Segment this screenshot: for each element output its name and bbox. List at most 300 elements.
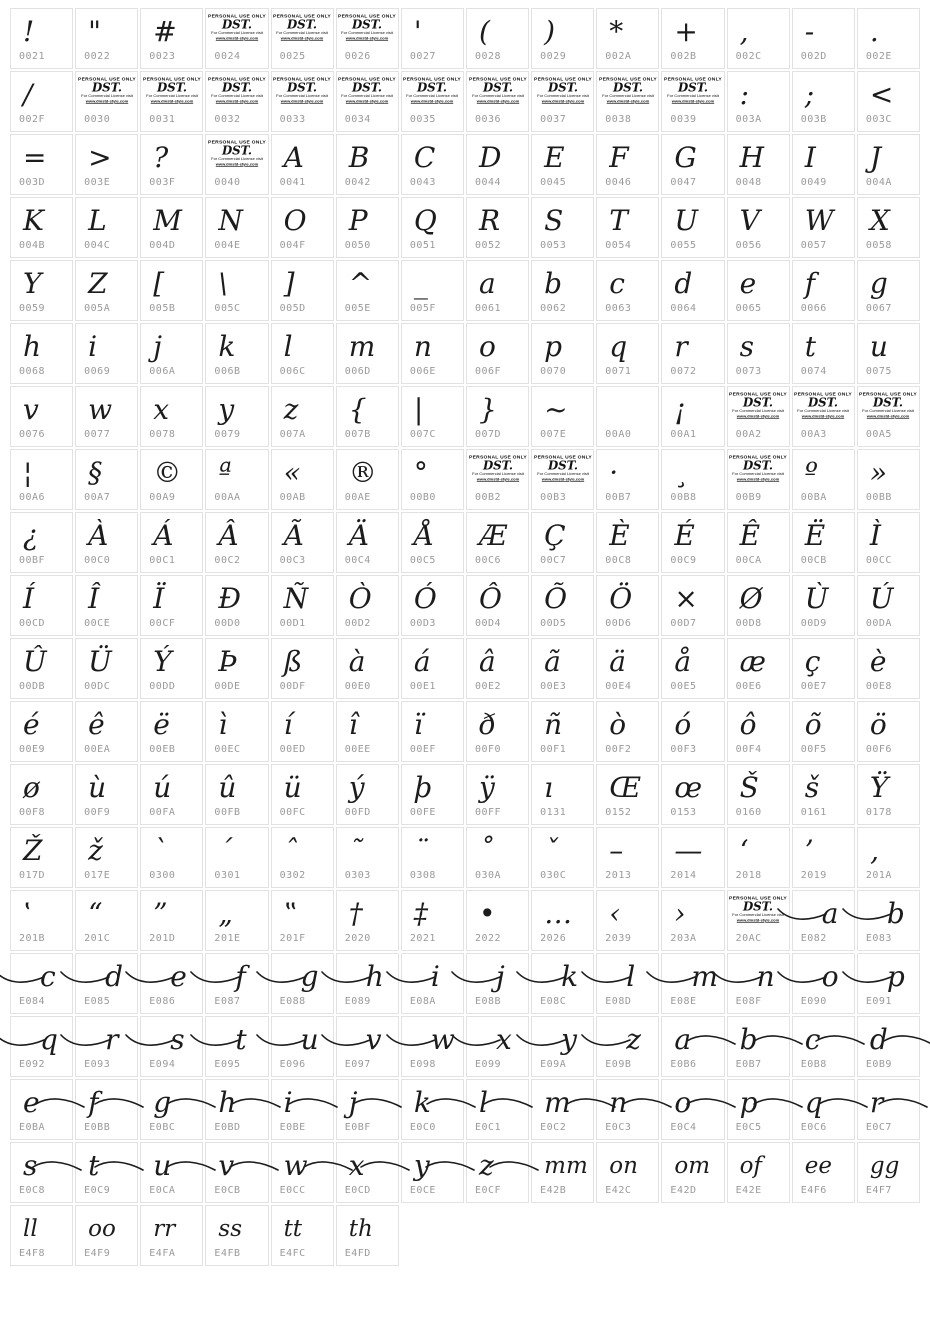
glyph-area xyxy=(76,389,137,431)
codepoint-label: E0CD xyxy=(344,1185,371,1196)
glyph-cell-004C xyxy=(75,197,138,258)
glyph: m xyxy=(348,330,376,363)
glyph-area xyxy=(402,830,463,872)
glyph-cell-005F xyxy=(401,260,464,321)
glyph-area xyxy=(728,1019,789,1061)
glyph-cell-E0CE xyxy=(401,1142,464,1203)
glyph: u xyxy=(869,330,888,363)
glyph-area xyxy=(76,578,137,620)
watermark-line2: For Commercial License visit xyxy=(471,472,524,477)
glyph-cell-201E xyxy=(205,890,268,951)
glyph-area xyxy=(337,1082,398,1124)
codepoint-label: 0074 xyxy=(800,366,827,377)
glyph-cell-002E xyxy=(857,8,920,69)
codepoint-label: E42B xyxy=(540,1185,567,1196)
glyph: i xyxy=(88,330,98,363)
codepoint-label: 005F xyxy=(409,303,436,314)
codepoint-label: 2021 xyxy=(409,933,436,944)
glyph-cell-E0C6 xyxy=(792,1079,855,1140)
glyph: y xyxy=(218,393,235,426)
glyph-area xyxy=(858,830,919,872)
watermark-line1: PERSONAL USE ONLY xyxy=(663,76,722,82)
codepoint-label: 00DB xyxy=(19,681,46,692)
glyph-cell-E0B8 xyxy=(792,1016,855,1077)
codepoint-label: 0023 xyxy=(149,51,176,62)
glyph-cell-0131 xyxy=(531,764,594,825)
codepoint-label: 017D xyxy=(19,870,46,881)
glyph-cell-00B9 xyxy=(727,449,790,510)
codepoint-label: 0069 xyxy=(84,366,111,377)
glyph-cell-00F5 xyxy=(792,701,855,762)
swash-tail xyxy=(451,1032,501,1048)
glyph: ‛ xyxy=(23,897,32,930)
glyph-cell-00E0 xyxy=(336,638,399,699)
glyph-area xyxy=(272,326,333,368)
glyph-cell-E0CC xyxy=(271,1142,334,1203)
glyph-area xyxy=(11,1145,72,1187)
codepoint-label: 006F xyxy=(474,366,502,377)
glyph: a xyxy=(821,897,839,930)
glyph-area xyxy=(337,830,398,872)
codepoint-label: 00A2 xyxy=(735,429,762,440)
glyph-cell-E0C5 xyxy=(727,1079,790,1140)
glyph-cell-0053 xyxy=(531,197,594,258)
watermark-line2: For Commercial License visit xyxy=(471,94,524,99)
codepoint-label: 0039 xyxy=(670,114,697,125)
glyph-cell-00CC xyxy=(857,512,920,573)
glyph-cell-0064 xyxy=(661,260,724,321)
glyph-area xyxy=(76,1145,137,1187)
glyph-area xyxy=(597,641,658,683)
glyph-area xyxy=(597,767,658,809)
swash-tail xyxy=(0,1032,45,1048)
glyph-area xyxy=(337,893,398,935)
glyph-area xyxy=(858,1145,919,1187)
codepoint-label: E0C0 xyxy=(409,1122,436,1133)
personal-use-watermark xyxy=(272,76,333,105)
glyph-area xyxy=(793,578,854,620)
codepoint-label: E42D xyxy=(670,1185,697,1196)
codepoint-label: 0131 xyxy=(540,807,567,818)
glyph-cell-E083 xyxy=(857,890,920,951)
glyph: p xyxy=(886,960,905,993)
glyph-cell-0075 xyxy=(857,323,920,384)
swash-tail xyxy=(581,1032,631,1048)
glyph: k xyxy=(413,1086,431,1119)
codepoint-label: E08C xyxy=(540,996,567,1007)
codepoint-label: 00AA xyxy=(214,492,241,503)
glyph-area xyxy=(141,452,202,494)
glyph: Æ xyxy=(478,519,508,552)
watermark-url: www.dmstd-style.com xyxy=(346,99,389,104)
glyph-cell-201D xyxy=(140,890,203,951)
codepoint-label: E0B7 xyxy=(735,1059,762,1070)
codepoint-label: 2020 xyxy=(344,933,371,944)
swash-tail xyxy=(94,1158,144,1174)
glyph-cell-00EA xyxy=(75,701,138,762)
watermark-dst-logo: DST. xyxy=(221,144,253,158)
codepoint-label: 00A6 xyxy=(19,492,46,503)
codepoint-label: E4F9 xyxy=(84,1248,111,1259)
glyph-cell-0045 xyxy=(531,134,594,195)
glyph-area xyxy=(337,389,398,431)
codepoint-label: E4FD xyxy=(344,1248,371,1259)
codepoint-label: 00CA xyxy=(735,555,762,566)
glyph: b xyxy=(739,1023,758,1056)
glyph-cell-0031 xyxy=(140,71,203,132)
codepoint-label: 0066 xyxy=(800,303,827,314)
glyph-cell-00C9 xyxy=(661,512,724,573)
glyph-area xyxy=(662,1082,723,1124)
glyph-area xyxy=(467,326,528,368)
codepoint-label: 0152 xyxy=(605,807,632,818)
glyph-area xyxy=(76,830,137,872)
codepoint-label: 00CE xyxy=(84,618,111,629)
glyph-area xyxy=(11,767,72,809)
glyph: l xyxy=(626,960,636,993)
glyph: q xyxy=(609,330,628,363)
glyph: ò xyxy=(609,708,627,741)
glyph-area xyxy=(76,893,137,935)
glyph-area xyxy=(662,137,723,179)
watermark-line1: PERSONAL USE ONLY xyxy=(403,76,462,82)
codepoint-label: E08F xyxy=(735,996,762,1007)
codepoint-label: 00C7 xyxy=(540,555,567,566)
glyph-cell-201B xyxy=(10,890,73,951)
codepoint-label: 00F0 xyxy=(474,744,502,755)
glyph: a xyxy=(674,1023,692,1056)
codepoint-label: 003E xyxy=(84,177,111,188)
glyph-cell-006F xyxy=(466,323,529,384)
codepoint-label: 00A7 xyxy=(84,492,111,503)
codepoint-label: 0028 xyxy=(474,51,502,62)
glyph-area xyxy=(141,515,202,557)
codepoint-label: E0C7 xyxy=(865,1122,892,1133)
codepoint-label: E0CA xyxy=(149,1185,176,1196)
glyph-area xyxy=(337,1145,398,1187)
watermark-url: www.dmstd-style.com xyxy=(150,99,194,104)
codepoint-label: E0C6 xyxy=(800,1122,827,1133)
watermark-line1: PERSONAL USE ONLY xyxy=(533,76,592,82)
codepoint-label: 2019 xyxy=(800,870,827,881)
watermark-url: www.dmstd-style.com xyxy=(215,162,259,167)
glyph: ‚ xyxy=(869,834,879,867)
codepoint-label: 007E xyxy=(540,429,567,440)
glyph-cell-00F3 xyxy=(661,701,724,762)
glyph: Ë xyxy=(804,519,826,552)
glyph-area xyxy=(662,578,723,620)
codepoint-label: 0160 xyxy=(735,807,762,818)
glyph-area xyxy=(76,515,137,557)
codepoint-label: 201C xyxy=(84,933,111,944)
codepoint-label: 00C4 xyxy=(344,555,371,566)
codepoint-label: 00D8 xyxy=(735,618,762,629)
glyph: ó xyxy=(674,708,692,741)
glyph: ¦ xyxy=(23,456,33,489)
glyph-area xyxy=(728,641,789,683)
codepoint-label: 00BF xyxy=(19,555,46,566)
glyph: : xyxy=(739,78,749,111)
glyph-cell-00D3 xyxy=(401,575,464,636)
glyph: q xyxy=(804,1086,823,1119)
watermark-url: www.dmstd-style.com xyxy=(215,36,259,41)
glyph: f xyxy=(235,960,246,993)
codepoint-label: 00FF xyxy=(474,807,502,818)
watermark-line1: PERSONAL USE ONLY xyxy=(729,895,788,901)
glyph: j xyxy=(153,330,162,363)
glyph-area xyxy=(532,830,593,872)
glyph: i xyxy=(283,1086,293,1119)
glyph-cell-0022 xyxy=(75,8,138,69)
glyph-cell-00C6 xyxy=(466,512,529,573)
glyph-cell-2018 xyxy=(727,827,790,888)
glyph-cell-E0BE xyxy=(271,1079,334,1140)
glyph-area xyxy=(467,1082,528,1124)
codepoint-label: 002A xyxy=(605,51,632,62)
codepoint-label: 004A xyxy=(865,177,892,188)
glyph: Ü xyxy=(88,645,112,678)
glyph-cell-00A0 xyxy=(596,386,659,447)
glyph: Å xyxy=(413,519,435,552)
glyph: Ò xyxy=(348,582,372,615)
glyph: Õ xyxy=(544,582,568,615)
glyph-cell-E0BB xyxy=(75,1079,138,1140)
codepoint-label: 0073 xyxy=(735,366,762,377)
codepoint-label: 0041 xyxy=(279,177,306,188)
codepoint-label: 0302 xyxy=(279,870,306,881)
personal-use-watermark xyxy=(207,76,268,105)
glyph: ú xyxy=(153,771,172,804)
codepoint-label: E082 xyxy=(800,933,827,944)
personal-use-watermark xyxy=(858,391,919,420)
glyph-area xyxy=(272,389,333,431)
glyph-area xyxy=(141,1208,202,1250)
codepoint-label: E0C3 xyxy=(605,1122,632,1133)
swash-tail xyxy=(32,1158,82,1174)
glyph-area xyxy=(793,137,854,179)
watermark-dst-logo: DST. xyxy=(287,18,318,32)
glyph: th xyxy=(348,1215,373,1242)
glyph-area xyxy=(858,326,919,368)
glyph-area xyxy=(467,893,528,935)
codepoint-label: 00F2 xyxy=(605,744,632,755)
glyph-area xyxy=(467,263,528,305)
glyph: « xyxy=(283,456,301,489)
glyph-cell-006A xyxy=(140,323,203,384)
glyph-cell-00C2 xyxy=(205,512,268,573)
glyph-cell-E42D xyxy=(661,1142,724,1203)
codepoint-label: 005C xyxy=(214,303,241,314)
glyph-cell-00F2 xyxy=(596,701,659,762)
swash-tail xyxy=(646,969,696,985)
watermark-dst-logo: DST. xyxy=(808,396,839,410)
watermark-line2: For Commercial License visit xyxy=(732,472,784,477)
glyph-area xyxy=(141,389,202,431)
glyph: õ xyxy=(804,708,822,741)
codepoint-label: 007A xyxy=(279,429,306,440)
glyph-area xyxy=(337,200,398,242)
codepoint-label: 006B xyxy=(214,366,241,377)
watermark-line1: PERSONAL USE ONLY xyxy=(859,391,918,397)
glyph-cell-00D9 xyxy=(792,575,855,636)
glyph-area xyxy=(402,452,463,494)
glyph-cell-2020 xyxy=(336,890,399,951)
glyph-area xyxy=(858,578,919,620)
glyph: Ì xyxy=(869,519,881,552)
glyph-area xyxy=(402,1145,463,1187)
glyph-area xyxy=(532,704,593,746)
personal-use-watermark xyxy=(532,454,593,483)
glyph-cell-0073 xyxy=(727,323,790,384)
glyph: ) xyxy=(544,15,556,48)
codepoint-label: 0161 xyxy=(800,807,827,818)
glyph-area xyxy=(206,326,267,368)
glyph-area xyxy=(662,200,723,242)
glyph-cell-0028 xyxy=(466,8,529,69)
glyph-area xyxy=(858,200,919,242)
codepoint-label: E087 xyxy=(214,996,241,1007)
codepoint-label: 0056 xyxy=(735,240,762,251)
glyph-cell-006C xyxy=(271,323,334,384)
glyph-cell-E0BF xyxy=(336,1079,399,1140)
glyph: rr xyxy=(153,1215,176,1242)
glyph-area xyxy=(597,11,658,53)
glyph-cell-00AE xyxy=(336,449,399,510)
codepoint-label: E42C xyxy=(605,1185,632,1196)
codepoint-label: 0061 xyxy=(474,303,502,314)
watermark-line1: PERSONAL USE ONLY xyxy=(729,454,788,460)
codepoint-label: 0051 xyxy=(409,240,436,251)
codepoint-label: 00FE xyxy=(409,807,436,818)
codepoint-label: 00DA xyxy=(865,618,892,629)
glyph-cell-0026 xyxy=(336,8,399,69)
glyph-area xyxy=(402,389,463,431)
glyph: ¡ xyxy=(674,393,686,426)
glyph: ‘ xyxy=(739,834,749,867)
glyph-area xyxy=(532,767,593,809)
codepoint-label: 005D xyxy=(279,303,306,314)
glyph: h xyxy=(218,1086,237,1119)
codepoint-label: E42E xyxy=(735,1185,762,1196)
glyph-area xyxy=(793,641,854,683)
glyph: Ç xyxy=(544,519,566,552)
glyph-cell-2039 xyxy=(596,890,659,951)
codepoint-label: 203A xyxy=(670,933,697,944)
glyph-cell-0300 xyxy=(140,827,203,888)
glyph-area xyxy=(11,389,72,431)
glyph-area xyxy=(597,515,658,557)
codepoint-label: 00D6 xyxy=(605,618,632,629)
glyph: of xyxy=(739,1152,762,1179)
personal-use-watermark xyxy=(337,76,398,105)
glyph-area xyxy=(272,1145,333,1187)
codepoint-label: 00FC xyxy=(279,807,306,818)
glyph: ' xyxy=(413,15,422,48)
glyph-cell-00A3 xyxy=(792,386,855,447)
glyph-cell-E42B xyxy=(531,1142,594,1203)
glyph: ‡ xyxy=(413,897,428,930)
swash-tail xyxy=(483,1095,533,1111)
glyph: ø xyxy=(23,771,40,804)
codepoint-label: 00E3 xyxy=(540,681,567,692)
glyph-area xyxy=(76,200,137,242)
glyph-cell-007E xyxy=(531,386,594,447)
watermark-dst-logo: DST. xyxy=(352,18,383,32)
codepoint-label: 007C xyxy=(409,429,436,440)
glyph: m xyxy=(691,960,718,993)
glyph: A xyxy=(283,141,304,174)
glyph-area xyxy=(402,11,463,53)
glyph: X xyxy=(869,204,890,237)
glyph-cell-E0C2 xyxy=(531,1079,594,1140)
glyph-cell-0066 xyxy=(792,260,855,321)
glyph-area xyxy=(141,263,202,305)
glyph-area xyxy=(141,326,202,368)
glyph-cell-00DE xyxy=(205,638,268,699)
glyph-area xyxy=(728,263,789,305)
codepoint-label: 2026 xyxy=(540,933,567,944)
codepoint-label: E0C4 xyxy=(670,1122,697,1133)
glyph-area xyxy=(793,11,854,53)
codepoint-label: 0044 xyxy=(474,177,502,188)
codepoint-label: E0C8 xyxy=(19,1185,46,1196)
glyph-cell-003E xyxy=(75,134,138,195)
glyph-area xyxy=(337,515,398,557)
glyph-area xyxy=(532,326,593,368)
glyph-cell-00C5 xyxy=(401,512,464,573)
glyph: Z xyxy=(88,267,108,300)
glyph: n xyxy=(609,1086,628,1119)
glyph-cell-00A2 xyxy=(727,386,790,447)
glyph-area xyxy=(11,74,72,116)
codepoint-label: 00F9 xyxy=(84,807,111,818)
glyph: j xyxy=(348,1086,358,1119)
glyph-cell-002C xyxy=(727,8,790,69)
glyph: · xyxy=(609,456,619,489)
codepoint-label: 0076 xyxy=(19,429,46,440)
glyph-area xyxy=(76,704,137,746)
glyph-cell-0043 xyxy=(401,134,464,195)
glyph-area xyxy=(206,1082,267,1124)
glyph-area xyxy=(272,767,333,809)
glyph-area xyxy=(597,1019,658,1061)
glyph-area xyxy=(728,11,789,53)
glyph-cell-00A6 xyxy=(10,449,73,510)
glyph-area xyxy=(11,641,72,683)
codepoint-label: 003B xyxy=(800,114,827,125)
glyph-cell-00FD xyxy=(336,764,399,825)
glyph: H xyxy=(739,141,764,174)
glyph-cell-00F4 xyxy=(727,701,790,762)
codepoint-label: 007D xyxy=(474,429,502,440)
glyph-cell-0036 xyxy=(466,71,529,132)
codepoint-label: 0054 xyxy=(605,240,632,251)
glyph: t xyxy=(88,1149,100,1182)
glyph-area xyxy=(11,326,72,368)
glyph: ˋ xyxy=(153,834,168,867)
glyph: V xyxy=(739,204,760,237)
codepoint-label: 00B0 xyxy=(409,492,436,503)
glyph-area xyxy=(272,578,333,620)
glyph-cell-0071 xyxy=(596,323,659,384)
glyph-area xyxy=(11,452,72,494)
glyph: = xyxy=(23,141,47,174)
watermark-url: www.dmstd-style.com xyxy=(85,99,128,104)
glyph-area xyxy=(337,326,398,368)
codepoint-label: 003D xyxy=(19,177,46,188)
codepoint-label: E086 xyxy=(149,996,176,1007)
glyph-cell-00F1 xyxy=(531,701,594,762)
